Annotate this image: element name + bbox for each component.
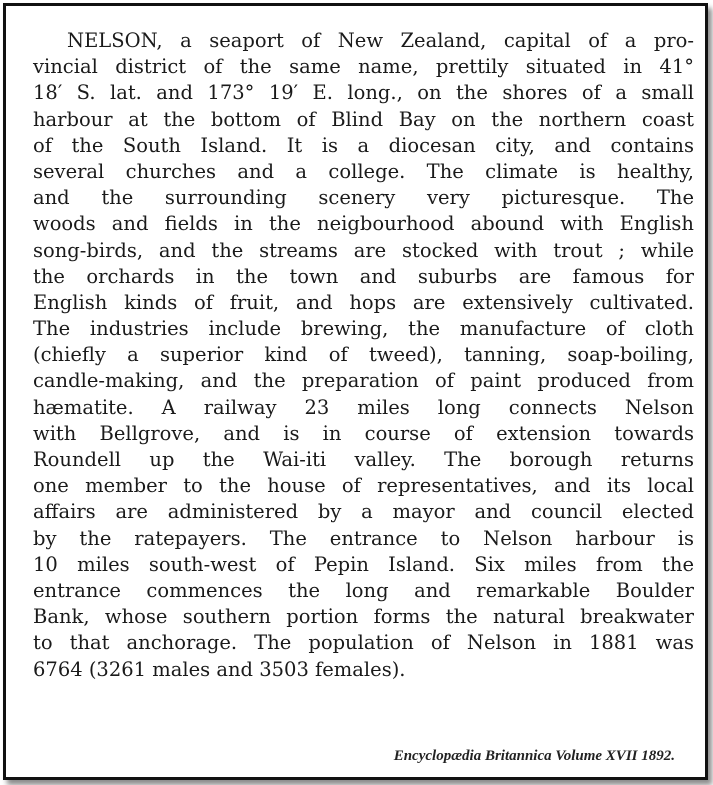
article-line: several churches and a college. The climate is healthy, xyxy=(33,159,694,183)
article-line: Roundell up the Wai-iti valley. The borough returns xyxy=(33,448,694,471)
article-line: English kinds of fruit, and hops are extensively cultivated. xyxy=(33,290,694,314)
article-line: by the ratepayers. The entrance to Nelson harbour is xyxy=(33,526,694,550)
article-line: of the South Island. It is a diocesan city, and contains xyxy=(33,133,694,157)
article-line: candle-making, and the preparation of paint produced from xyxy=(33,369,694,393)
article-line: (chiefly a superior kind of tweed), tanning, soap-boiling, xyxy=(33,343,694,367)
article-line: one member to the house of representatives, and its local xyxy=(33,474,694,498)
article-line: NELSON, a seaport of New Zealand, capital of a pro- xyxy=(67,29,694,52)
article-line: Bank, whose southern portion forms the natural breakwater xyxy=(33,605,694,629)
article-line-last: 6764 (3261 males and 3503 females). xyxy=(33,657,406,681)
article-line: hæmatite. A railway 23 miles long connects Nelson xyxy=(33,395,694,419)
article-line: harbour at the bottom of Blind Bay on the northern coast xyxy=(33,107,694,131)
article-line: affairs are administered by a mayor and council elected xyxy=(33,500,694,524)
article-line: 18′ S. lat. and 173° 19′ E. long., on the shores of a small xyxy=(33,81,694,105)
article-line: The industries include brewing, the manufacture of cloth xyxy=(33,317,694,341)
article-line: with Bellgrove, and is in course of extension towards xyxy=(33,421,694,445)
document-frame xyxy=(3,3,708,780)
article-text xyxy=(33,28,694,683)
article-line: and the surrounding scenery very picturesque. The xyxy=(33,186,694,210)
article-line: 10 miles south-west of Pepin Island. Six miles from the xyxy=(33,552,694,576)
article-line: vincial district of the same name, prettily situated in 41° xyxy=(33,55,694,79)
article-line: song-birds, and the streams are stocked with trout ; while xyxy=(33,238,694,262)
article-line: woods and fields in the neigbourhood abound with English xyxy=(33,212,694,236)
article-line: entrance commences the long and remarkable Boulder xyxy=(33,578,694,602)
citation: Encyclopædia Britannica Volume XVII 1892. xyxy=(393,748,675,764)
article-line: to that anchorage. The population of Nelson in 1881 was xyxy=(33,631,694,655)
article-line: the orchards in the town and suburbs are famous for xyxy=(33,264,694,288)
